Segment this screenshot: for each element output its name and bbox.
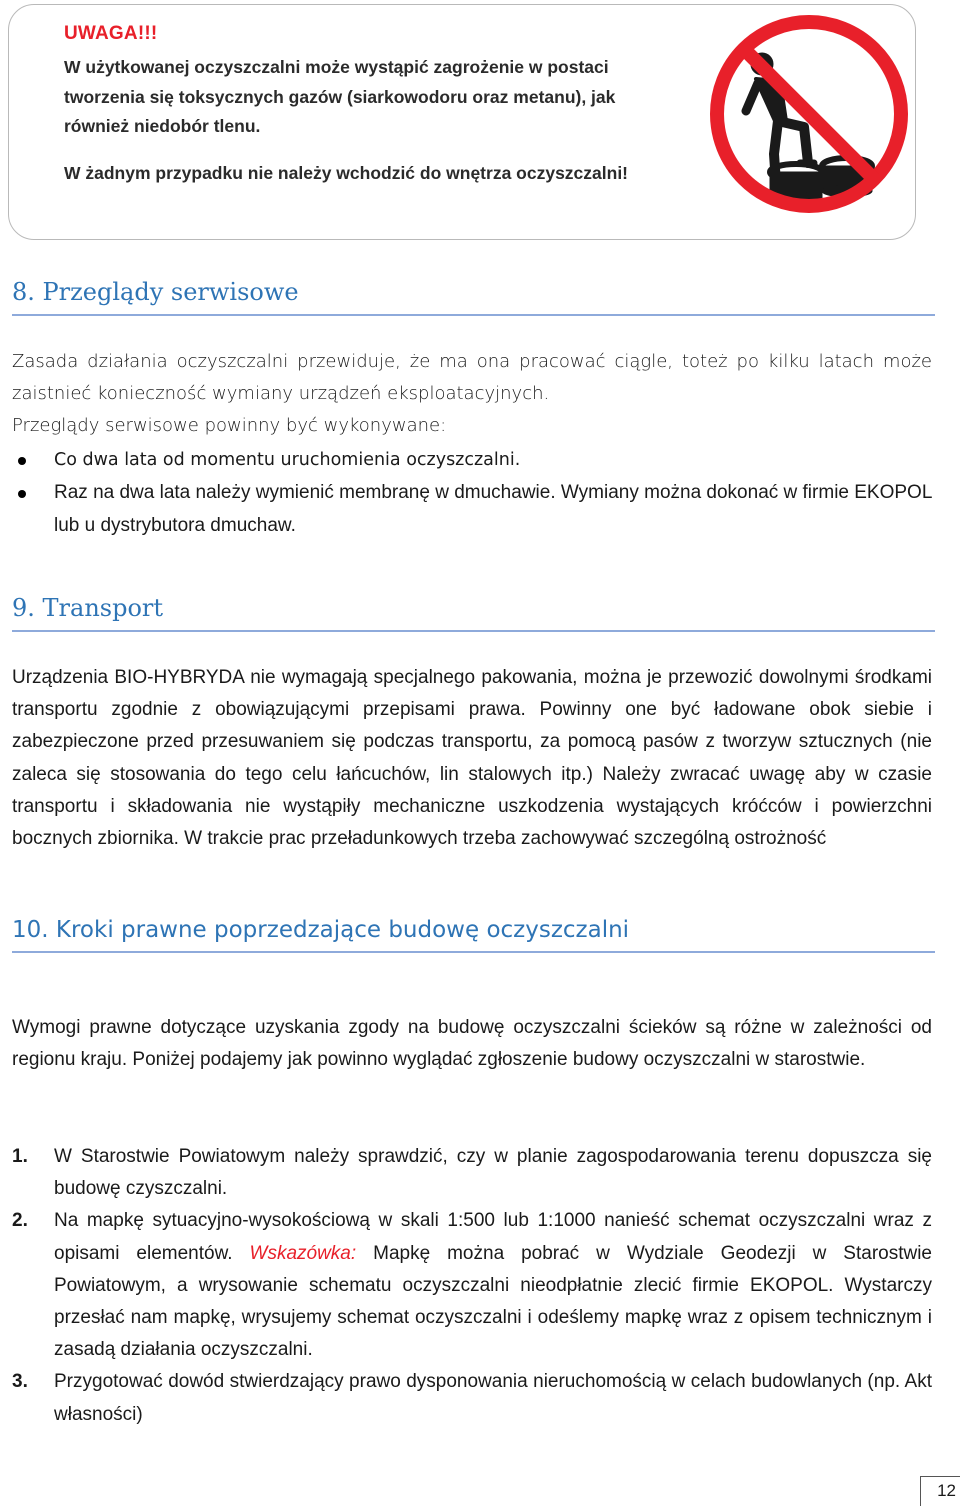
section-10-paragraph: Wymogi prawne dotyczące uzyskania zgody na budowę oczyszczalni ścieków są różne w zależności od regionu kraju. Poniżej podajemy jak powinno wyglądać zgłoszenie budowy oczyszczalni w starostwie. [12, 1017, 932, 1071]
step-number: 1. [12, 1146, 28, 1167]
warning-line: tworzenia się toksycznych gazów (siarkowodoru oraz metanu), jak [64, 86, 616, 107]
step-text: Przygotować dowód stwierdzający prawo dysponowania nieruchomością w celach budowlanych (np. Akt własności) [54, 1371, 932, 1425]
section-8-intro: Przeglądy serwisowe powinny być wykonywane: [12, 415, 447, 436]
list-item [12, 1205, 932, 1366]
list-item [12, 1141, 932, 1205]
section-9-paragraph: Urządzenia BIO-HYBRYDA nie wymagają specjalnego pakowania, można je przewozić dowolnymi środkami transportu zgodnie z obowiązującymi przepisami prawa. Powinny one być ładowane obok siebie i zabezpieczone przed przesuwaniem się podczas transportu, za pomocą pasów z tworzyw sztucznych (nie zaleca się stosowania do tego celu łańcuchów, lin stalowych itp.) Należy zwracać uwagę aby w czasie transportu i składowania nie wystąpiły mechaniczne uszkodzenia wystających króćców i powierzchni bocznych zbiornika. W trakcie prac przeładunkowych trzeba zachowywać szczególną ostrożność [12, 667, 932, 850]
warning-footer: W żadnym przypadku nie należy wchodzić do wnętrza oczyszczalni! [64, 163, 629, 183]
warning-title: UWAGA!!! [64, 23, 158, 44]
no-entry-person-icon [704, 9, 914, 219]
list-item [12, 1366, 932, 1430]
hint-label: Wskazówka: [249, 1242, 357, 1264]
step-text: Na mapkę sytuacyjno-wysokościową w skali 1:500 lub 1:1000 nanieść schemat oczyszczalni wraz z opisami elementów. [54, 1210, 932, 1264]
section-10-steps [12, 1141, 932, 1431]
warning-line: również niedobór tlenu. [64, 116, 261, 136]
section-8-heading: 8. Przeglądy serwisowe [12, 278, 935, 316]
section-8-paragraph: Zasada działania oczyszczalni przewiduje, że ma ona pracować ciągle, toteż po kilku latach może zaistnieć konieczność wymiany urządzeń eksploatacyjnych. [12, 351, 932, 405]
warning-box [8, 4, 916, 240]
list-item: Raz na dwa lata należy wymienić membranę w dmuchawie. Wymiany można dokonać w firmie EKOPOL lub u dystrybutora dmuchaw. [12, 477, 932, 542]
step-text: Mapkę można pobrać w Wydziale Geodezji w Starostwie Powiatowym, a wrysowanie schematu oczyszczalni nieodpłatnie zlecić firmie EKOPOL. Wystarczy przesłać nam mapkę, wrysujemy schemat oczyszczalni i odeślemy mapkę wraz z opisem technicznym i zasadą działania oczyszczalni. [54, 1242, 933, 1361]
step-number: 2. [12, 1210, 28, 1232]
warning-text [64, 53, 684, 142]
step-text: W Starostwie Powiatowym należy sprawdzić, czy w planie zagospodarowania terenu dopuszcza się budowę czyszczalni. [54, 1146, 932, 1200]
list-item: Co dwa lata od momentu uruchomienia oczyszczalni. [12, 444, 932, 477]
section-10-heading: 10. Kroki prawne poprzedzające budowę oczyszczalni [12, 917, 935, 953]
section-8-bullets [12, 444, 932, 542]
warning-line: W użytkowanej oczyszczalni może wystąpić zagrożenie w postaci [64, 57, 609, 77]
section-9-heading: 9. Transport [12, 594, 935, 632]
page-number: 12 [920, 1476, 960, 1506]
step-number: 3. [12, 1371, 28, 1393]
